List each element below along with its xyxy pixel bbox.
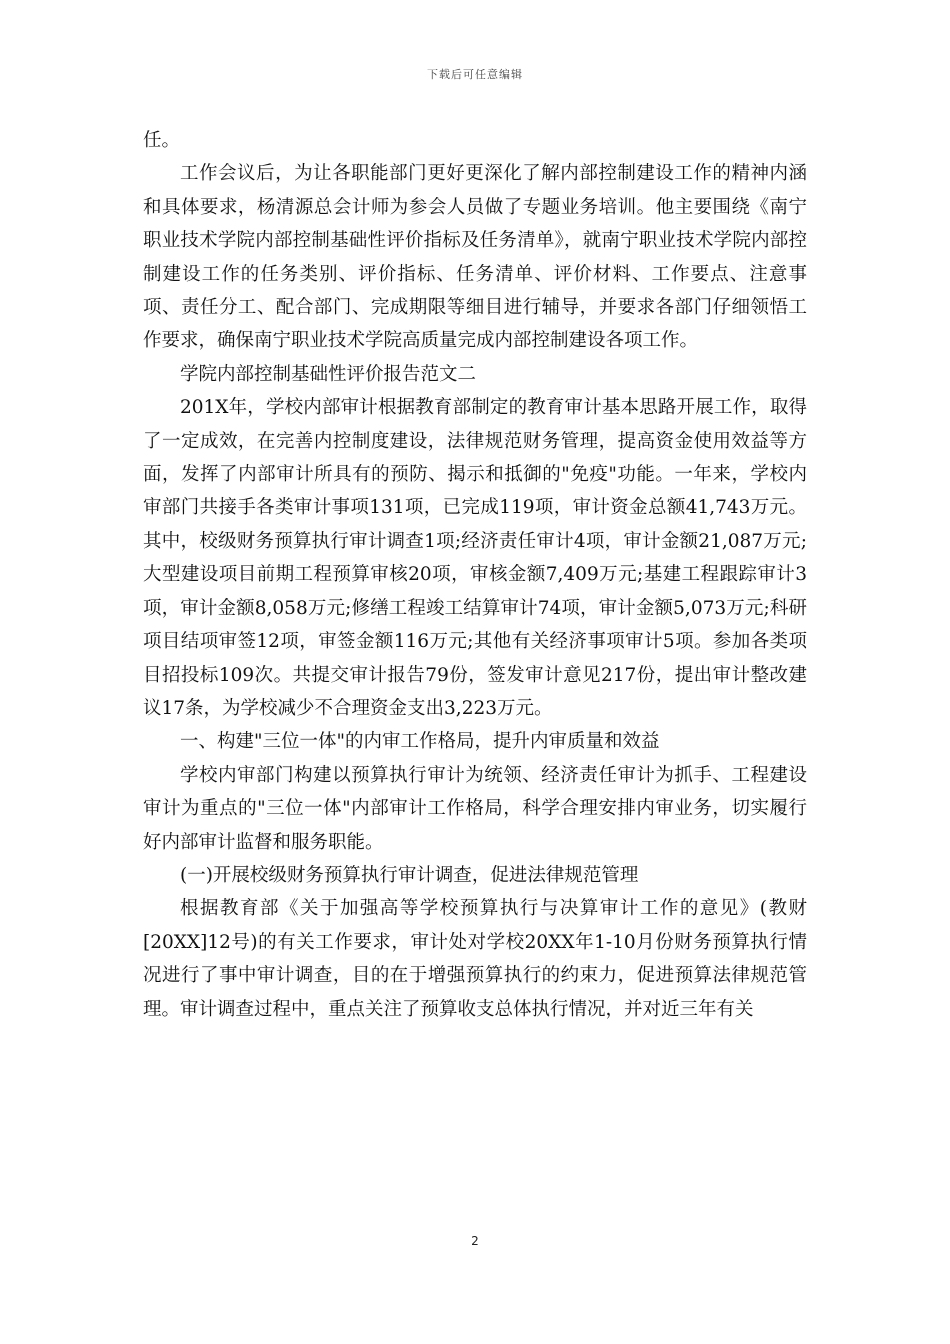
paragraph-continuation: 任。 — [143, 130, 181, 151]
page-number: 2 — [471, 1234, 479, 1248]
paragraph-audit-structure: 学校内审部门构建以预算执行审计为统领、经济责任审计为抓手、工程建设审计为重点的"三位一体"内部审计工作格局，科学合理安排内审业务，切实履行好内部审计监督和服务职能。 — [143, 764, 807, 853]
heading-section-one: 一、构建"三位一体"的内审工作格局，提升内审质量和效益 — [180, 731, 660, 753]
heading-subsection-one: (一)开展校级财务预算执行审计调查，促进法律规范管理 — [180, 864, 639, 886]
section-title-sample-two: 学院内部控制基础性评价报告范文二 — [180, 363, 477, 385]
paragraph-budget-audit: 根据教育部《关于加强高等学校预算执行与决算审计工作的意见》(教财[20XX]12号)的有关工作要求，审计处对学校20XX年1-10月份财务预算执行情况进行了事中审计调查，目的在于增强预算执行的约束力，促进预算法律规范管理。审计调查过程中，重点关注了预算收支总体执行情况，并对近三年有关 — [143, 898, 807, 1020]
paragraph-audit-summary: 201X年，学校内部审计根据教育部制定的教育审计基本思路开展工作，取得了一定成效，在完善内控制度建设，法律规范财务管理，提高资金使用效益等方面，发挥了内部审计所具有的预防、揭示和抵御的"免疫"功能。一年来，学校内审部门共接手各类审计事项131项，已完成119项，审计资金总额41,743万元。其中，校级财务预算执行审计调查1项;经济责任审计4项，审计金额21,087万元;大型建设项目前期工程预算审核20项，审核金额7,409万元;基建工程跟踪审计3项，审计金额8,058万元;修缮工程竣工结算审计74项，审计金额5,073万元;科研项目结项审签12项，审签金额116万元;其他有关经济事项审计5项。参加各类项目招投标109次。共提交审计报告79份，签发审计意见217份，提出审计整改建议17条，为学校减少不合理资金支出3,223万元。 — [143, 397, 807, 719]
paragraph-work-meeting: 工作会议后，为让各职能部门更好更深化了解内部控制建设工作的精神内涵和具体要求，杨清源总会计师为参会人员做了专题业务培训。他主要围绕《南宁职业技术学院内部控制基础性评价指标及任务清单》，就南宁职业技术学院内部控制建设工作的任务类别、评价指标、任务清单、评价材料、工作要点、注意事项、责任分工、配合部门、完成期限等细目进行辅导，并要求各部门仔细领悟工作要求，确保南宁职业技术学院高质量完成内部控制建设各项工作。 — [143, 163, 807, 352]
page-header: 下载后可任意编辑 — [427, 68, 523, 81]
document-body — [143, 124, 807, 1026]
